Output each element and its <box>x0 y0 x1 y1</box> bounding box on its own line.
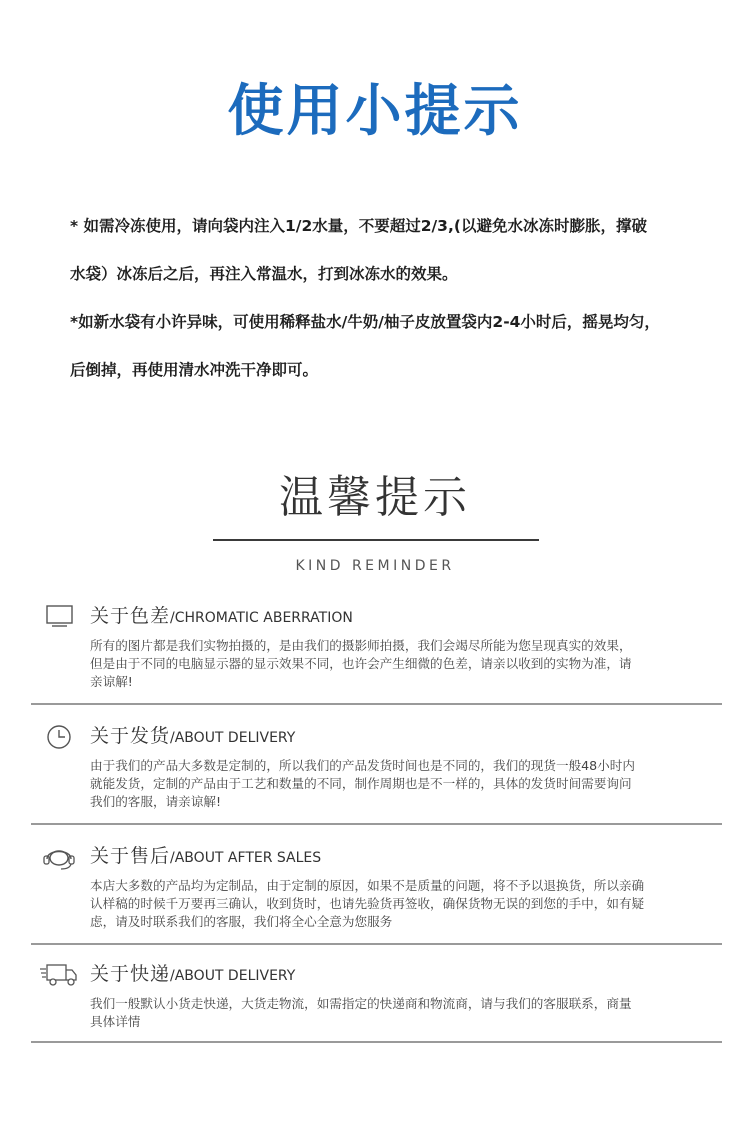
usage-tip-line: * 如需冷冻使用，请向袋内注入1/2水量，不要超过2/3,(以避免水冰冻时膨胀，撑破 <box>70 217 647 235</box>
section-body-line: 所有的图片都是我们实物拍摄的，是由我们的摄影师拍摄，我们会竭尽所能为您呈现真实的效果， <box>90 638 632 653</box>
section-divider <box>31 943 722 945</box>
section-body <box>90 995 702 1031</box>
delivery-truck-icon <box>40 960 80 990</box>
section-heading <box>90 960 295 990</box>
section-title-en: /CHROMATIC ABERRATION <box>170 610 353 626</box>
section-body-line: 亲谅解! <box>90 674 133 689</box>
section-divider <box>31 703 722 705</box>
section-body-line: 由于我们的产品大多数是定制的，所以我们的产品发货时间也是不同的，我们的现货一般48小时内 <box>90 758 635 773</box>
section-body-line: 本店大多数的产品均为定制品，由于定制的原因，如果不是质量的问题，将不予以退换货，所以亲确 <box>90 878 645 893</box>
section-heading <box>90 842 321 872</box>
section-body <box>90 877 702 931</box>
clock-icon <box>40 722 80 752</box>
section-body-line: 就能发货，定制的产品由于工艺和数量的不同，制作周期也是不一样的，具体的发货时间需要询问 <box>90 776 632 791</box>
section-body-line: 认样稿的时候千万要再三确认，收到货时，也请先验货再签收，确保货物无误的到您的手中，如有疑 <box>90 896 645 911</box>
usage-tips-title: 使用小提示 <box>227 79 523 144</box>
section-body <box>90 637 702 691</box>
section-body-line: 但是由于不同的电脑显示器的显示效果不同，也许会产生细微的色差，请亲以收到的实物为准，请 <box>90 656 632 671</box>
section-body-line: 具体详情 <box>90 1014 141 1029</box>
kind-reminder-subtitle: KIND REMINDER <box>295 558 455 574</box>
reminder-title-divider <box>213 539 539 541</box>
section-heading <box>90 722 295 752</box>
headset-icon <box>40 842 80 872</box>
section-title-zh: 关于发货 <box>90 725 171 747</box>
section-title-zh: 关于售后 <box>90 845 171 867</box>
section-title-en: /ABOUT DELIVERY <box>170 968 296 984</box>
section-title-zh: 关于快递 <box>90 963 171 985</box>
usage-tip-line: 水袋）冰冻后之后，再注入常温水，打到冰冻水的效果。 <box>70 265 458 283</box>
kind-reminder-title: 温馨提示 <box>279 472 471 523</box>
monitor-icon <box>40 602 80 632</box>
section-title-en: /ABOUT AFTER SALES <box>170 850 322 866</box>
section-body-line: 我们的客服，请亲谅解! <box>90 794 221 809</box>
section-divider <box>31 1041 722 1043</box>
usage-tip-line: *如新水袋有小许异味，可使用稀释盐水/牛奶/柚子皮放置袋内2-4小时后，摇晃均匀， <box>70 313 660 331</box>
section-heading <box>90 602 353 632</box>
section-body-line: 虑，请及时联系我们的客服，我们将全心全意为您服务 <box>90 914 393 929</box>
section-body-line: 我们一般默认小货走快递，大货走物流，如需指定的快递商和物流商，请与我们的客服联系，商量 <box>90 996 632 1011</box>
usage-tip-line: 后倒掉，再使用清水冲洗干净即可。 <box>70 361 319 379</box>
section-title-zh: 关于色差 <box>90 605 171 627</box>
section-divider <box>31 823 722 825</box>
section-title-en: /ABOUT DELIVERY <box>170 730 296 746</box>
section-body <box>90 757 702 811</box>
